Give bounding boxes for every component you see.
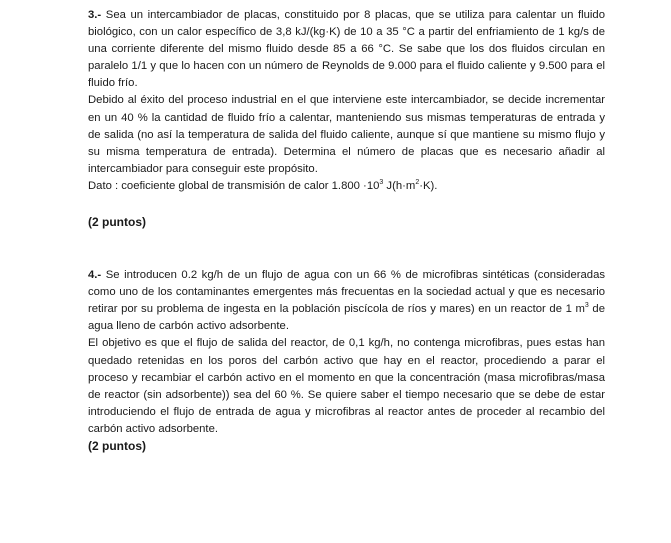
problem-3 (88, 7, 605, 231)
problem-4-exponent: 3 (584, 302, 589, 310)
dato-exponent-2: 2 (415, 179, 420, 187)
dato-prefix: Dato : coeficiente global de transmisión de calor 1.800 ·10 (88, 179, 380, 192)
dato-suffix: ·K). (419, 179, 438, 192)
problem-4-number: 4.- (88, 269, 102, 282)
problem-3-statement (88, 7, 605, 92)
problem-3-number: 3.- (88, 9, 102, 21)
problem-3-paragraph-2: Debido al éxito del proceso industrial en el que interviene este intercambiador, se decide incrementar en un 40 % la cantidad de fluido frío a calentar, manteniendo sus mismas temperaturas de entrada y de salida (no así la temperatura de salida del fluido caliente, aunque sí que mantiene su mismo flujo y su misma temperatura de entrada). Determina el número de placas que es necesario añadir al intercambiador para conseguir este propósito. (88, 94, 605, 175)
problem-4-paragraph-1b: de agua lleno de carbón activo adsorbente. (88, 303, 605, 333)
problem-4-statement (88, 267, 605, 335)
problem-4-points: (2 puntos) (88, 438, 146, 453)
problem-4 (88, 267, 605, 455)
document-page (88, 7, 605, 455)
problem-3-paragraph-1: Sea un intercambiador de placas, constituido por 8 placas, que se utiliza para calentar un fluido biológico, con un calor específico de 3,8 kJ/(kg·K) de 10 a 35 °C a partir del enfriamiento de 1 kg/s de una corriente diferente del mismo fluido desde 85 a 66 °C. Se sabe que los dos fluidos circulan en paralelo 1/1 y que lo hacen con un número de Reynolds de 9.000 para el fluido caliente y 9.500 para el fluido frío. (88, 9, 605, 90)
problem-3-points: (2 puntos) (88, 215, 146, 230)
dato-exponent-1: 3 (379, 179, 384, 187)
problem-3-dato (88, 178, 605, 195)
dato-middle: J(h·m (383, 179, 416, 192)
problem-4-paragraph-1a: Se introducen 0.2 kg/h de un flujo de agua con un 66 % de microfibras sintéticas (consideradas como uno de los contaminantes emergentes más frecuentas en la sociedad actual y que es necesario retirar por su problema de ingesta en la población piscícola de ríos y mares) en un reactor de 1 m (88, 269, 605, 316)
problem-4-paragraph-2: El objetivo es que el flujo de salida del reactor, de 0,1 kg/h, no contenga microfibras, pues estas han quedado retenidas en los poros del carbón activo que hay en el reactor, procediendo a parar el proceso y recambiar el carbón activo en el momento en que la concentración (masa microfibras/masa de reactor (sin adsorbente)) sea del 60 %. Se quiere saber el tiempo necesario que se debe de estar introduciendo el flujo de entrada de agua y microfibras al reactor antes de proceder al recambio del carbón activo adsorbente. (88, 337, 605, 435)
